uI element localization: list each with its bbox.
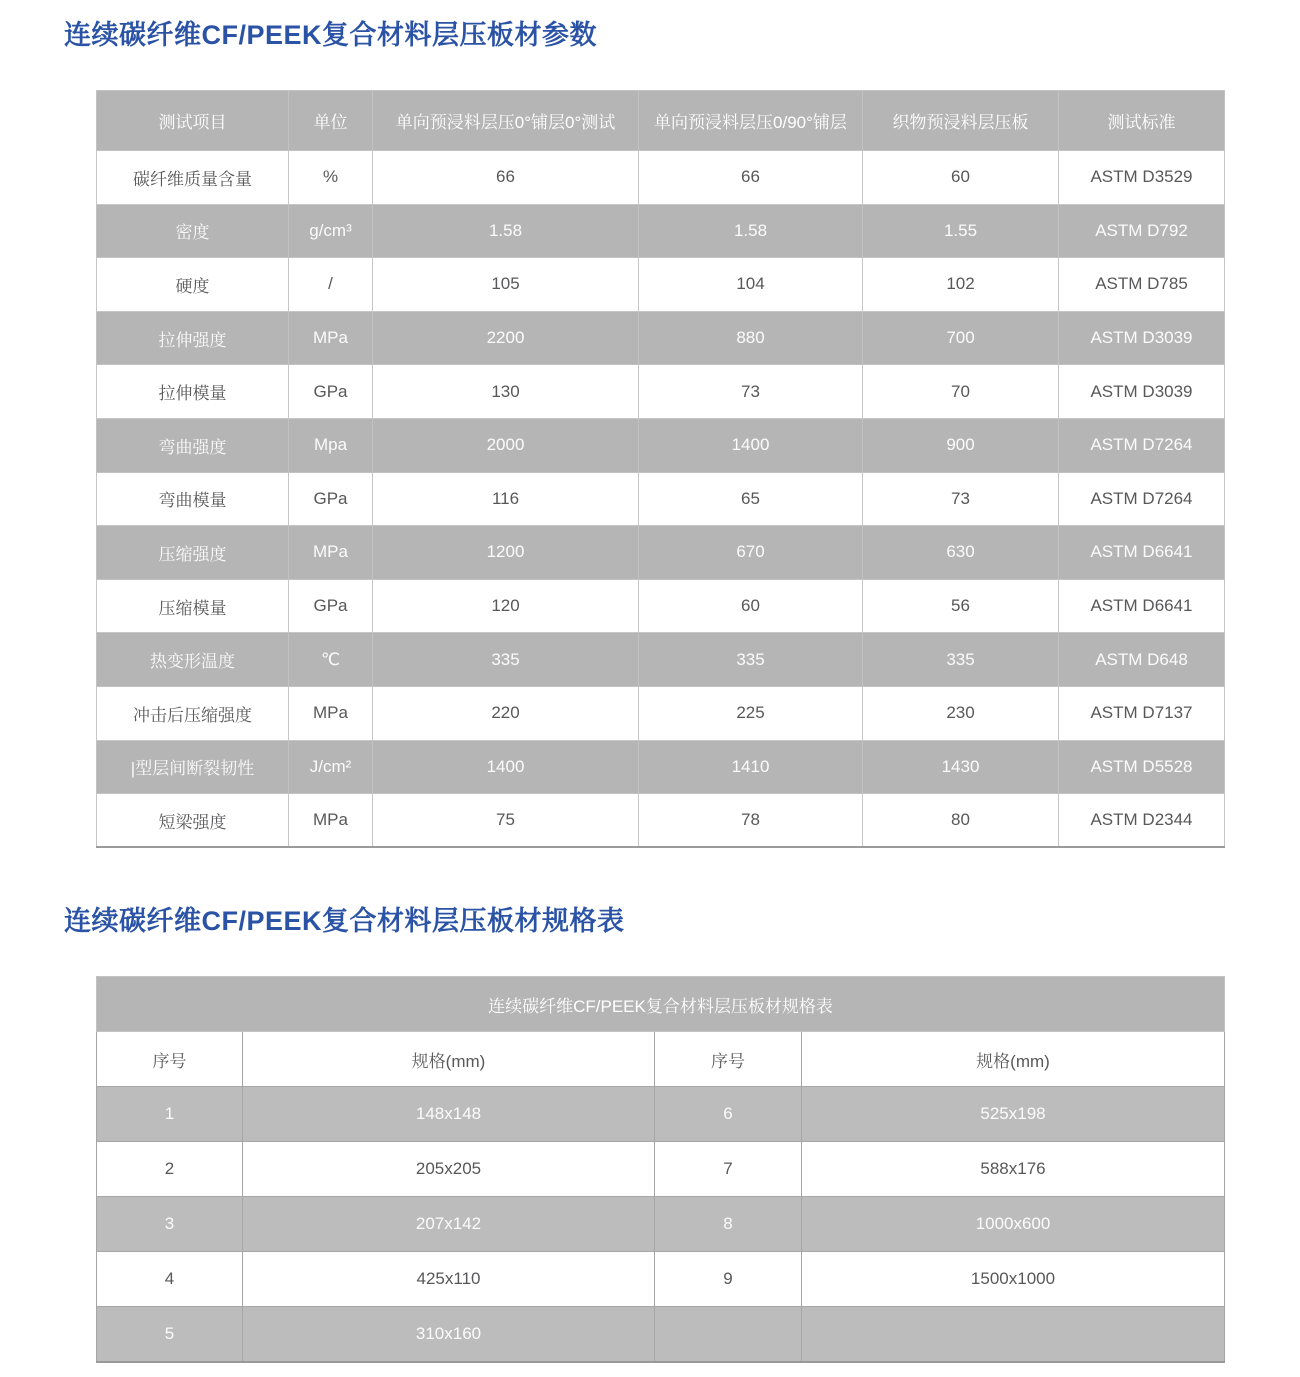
table-cell: 热变形温度 <box>97 633 289 687</box>
table-cell: 2000 <box>373 418 639 472</box>
table-cell: 335 <box>639 633 863 687</box>
specs-header-row <box>97 1032 1225 1087</box>
parameters-table-body <box>97 151 1225 848</box>
table-cell: 525x198 <box>802 1087 1225 1142</box>
table-cell: 73 <box>639 365 863 419</box>
specs-table <box>96 976 1225 1363</box>
table-cell: ASTM D3529 <box>1059 151 1225 205</box>
column-header: 织物预浸料层压板 <box>863 91 1059 151</box>
table-row <box>97 1142 1225 1197</box>
table-cell: 1 <box>97 1087 243 1142</box>
table-cell: g/cm³ <box>289 204 373 258</box>
column-header: 测试标准 <box>1059 91 1225 151</box>
table-cell: MPa <box>289 686 373 740</box>
parameters-title: 连续碳纤维CF/PEEK复合材料层压板材参数 <box>64 20 598 50</box>
table-cell: 9 <box>655 1252 802 1307</box>
table-cell: MPa <box>289 526 373 580</box>
table-cell: MPa <box>289 311 373 365</box>
table-row <box>97 633 1225 687</box>
table-cell: 116 <box>373 472 639 526</box>
table-cell: 硬度 <box>97 258 289 312</box>
table-cell <box>655 1307 802 1362</box>
table-cell: 207x142 <box>243 1197 655 1252</box>
table-row <box>97 258 1225 312</box>
table-cell: 65 <box>639 472 863 526</box>
table-cell: ASTM D2344 <box>1059 794 1225 848</box>
table-cell: ASTM D6641 <box>1059 526 1225 580</box>
table-cell <box>802 1307 1225 1362</box>
parameters-table <box>96 90 1225 848</box>
table-cell: 66 <box>639 151 863 205</box>
table-row <box>97 472 1225 526</box>
table-cell: 70 <box>863 365 1059 419</box>
column-header: 规格(mm) <box>802 1032 1225 1087</box>
table-cell: ASTM D785 <box>1059 258 1225 312</box>
column-header: 测试项目 <box>97 91 289 151</box>
table-cell: % <box>289 151 373 205</box>
table-cell: 205x205 <box>243 1142 655 1197</box>
table-cell: 335 <box>373 633 639 687</box>
table-cell: 60 <box>639 579 863 633</box>
table-row <box>97 794 1225 848</box>
table-cell: ASTM D7137 <box>1059 686 1225 740</box>
table-cell: 230 <box>863 686 1059 740</box>
parameters-header-row <box>97 91 1225 151</box>
table-row <box>97 1307 1225 1362</box>
table-cell: 75 <box>373 794 639 848</box>
table-cell: 1200 <box>373 526 639 580</box>
table-cell: 60 <box>863 151 1059 205</box>
table-cell: 220 <box>373 686 639 740</box>
table-cell: 3 <box>97 1197 243 1252</box>
table-cell: 密度 <box>97 204 289 258</box>
table-cell: 630 <box>863 526 1059 580</box>
table-cell: 73 <box>863 472 1059 526</box>
table-cell: ASTM D7264 <box>1059 472 1225 526</box>
table-cell: 66 <box>373 151 639 205</box>
table-cell: 弯曲模量 <box>97 472 289 526</box>
table-cell: 1410 <box>639 740 863 794</box>
table-row <box>97 1252 1225 1307</box>
table-cell: GPa <box>289 579 373 633</box>
column-header: 序号 <box>655 1032 802 1087</box>
table-cell: GPa <box>289 472 373 526</box>
table-cell: ASTM D3039 <box>1059 365 1225 419</box>
table-cell: ASTM D792 <box>1059 204 1225 258</box>
table-cell: 700 <box>863 311 1059 365</box>
table-row <box>97 311 1225 365</box>
table-row <box>97 579 1225 633</box>
table-row <box>97 1087 1225 1142</box>
table-cell: 压缩模量 <box>97 579 289 633</box>
table-cell: 1430 <box>863 740 1059 794</box>
table-cell: 1.58 <box>639 204 863 258</box>
table-cell: GPa <box>289 365 373 419</box>
table-cell: 335 <box>863 633 1059 687</box>
table-cell: 880 <box>639 311 863 365</box>
table-cell: 2 <box>97 1142 243 1197</box>
table-cell: 78 <box>639 794 863 848</box>
table-cell: 4 <box>97 1252 243 1307</box>
column-header: 单位 <box>289 91 373 151</box>
table-row <box>97 365 1225 419</box>
specs-table-caption-row <box>97 977 1225 1032</box>
table-cell: 80 <box>863 794 1059 848</box>
table-cell: 104 <box>639 258 863 312</box>
table-cell: 弯曲强度 <box>97 418 289 472</box>
table-cell: 1000x600 <box>802 1197 1225 1252</box>
table-row <box>97 204 1225 258</box>
table-cell: 短梁强度 <box>97 794 289 848</box>
table-cell: 6 <box>655 1087 802 1142</box>
table-cell: 425x110 <box>243 1252 655 1307</box>
table-cell: ℃ <box>289 633 373 687</box>
table-cell: 120 <box>373 579 639 633</box>
table-row <box>97 151 1225 205</box>
table-cell: ASTM D648 <box>1059 633 1225 687</box>
table-cell: 压缩强度 <box>97 526 289 580</box>
table-cell: ASTM D5528 <box>1059 740 1225 794</box>
specs-title: 连续碳纤维CF/PEEK复合材料层压板材规格表 <box>64 906 625 937</box>
table-cell: 8 <box>655 1197 802 1252</box>
column-header: 单向预浸料层压0/90°铺层 <box>639 91 863 151</box>
specs-table-body <box>97 1087 1225 1362</box>
table-cell: Mpa <box>289 418 373 472</box>
table-row <box>97 686 1225 740</box>
table-cell: 1400 <box>639 418 863 472</box>
table-cell: / <box>289 258 373 312</box>
table-cell: 1.58 <box>373 204 639 258</box>
table-cell: 碳纤维质量含量 <box>97 151 289 205</box>
table-cell: 56 <box>863 579 1059 633</box>
column-header: 规格(mm) <box>243 1032 655 1087</box>
table-cell: ASTM D6641 <box>1059 579 1225 633</box>
table-cell: 冲击后压缩强度 <box>97 686 289 740</box>
table-cell: ASTM D3039 <box>1059 311 1225 365</box>
table-cell: 拉伸模量 <box>97 365 289 419</box>
table-cell: 105 <box>373 258 639 312</box>
table-cell: 588x176 <box>802 1142 1225 1197</box>
table-cell: 900 <box>863 418 1059 472</box>
table-cell: 130 <box>373 365 639 419</box>
table-cell: 1.55 <box>863 204 1059 258</box>
table-cell: 1400 <box>373 740 639 794</box>
table-cell: ASTM D7264 <box>1059 418 1225 472</box>
table-cell: 310x160 <box>243 1307 655 1362</box>
column-header: 序号 <box>97 1032 243 1087</box>
table-cell: 1500x1000 <box>802 1252 1225 1307</box>
table-row <box>97 740 1225 794</box>
table-cell: 225 <box>639 686 863 740</box>
table-row <box>97 418 1225 472</box>
table-cell: 拉伸强度 <box>97 311 289 365</box>
table-cell: 148x148 <box>243 1087 655 1142</box>
table-cell: 102 <box>863 258 1059 312</box>
table-row <box>97 1197 1225 1252</box>
table-cell: J/cm² <box>289 740 373 794</box>
table-cell: 2200 <box>373 311 639 365</box>
table-cell: 5 <box>97 1307 243 1362</box>
specs-table-caption: 连续碳纤维CF/PEEK复合材料层压板材规格表 <box>97 977 1225 1032</box>
table-cell: MPa <box>289 794 373 848</box>
table-cell: 670 <box>639 526 863 580</box>
table-cell: 7 <box>655 1142 802 1197</box>
column-header: 单向预浸料层压0°铺层0°测试 <box>373 91 639 151</box>
table-cell: |型层间断裂韧性 <box>97 740 289 794</box>
table-row <box>97 526 1225 580</box>
